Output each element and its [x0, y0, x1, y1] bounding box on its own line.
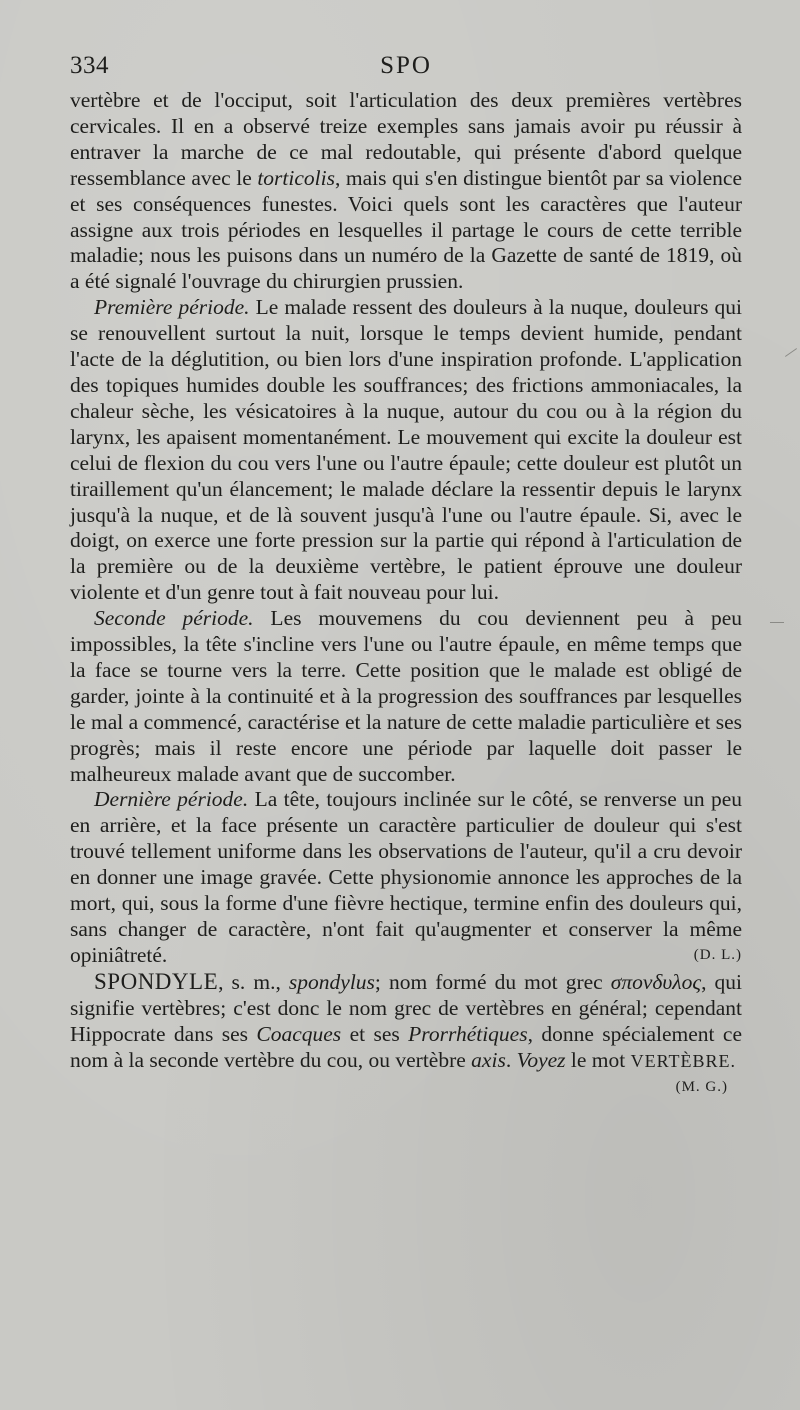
paragraph-text: , qui signifie vertèbres; c'est donc le nom grec de vertèbres en général; cependant Hippocrate dans ses	[70, 969, 742, 1046]
author-signature: (D. L.)	[693, 946, 742, 963]
italic-term: axis	[471, 1047, 506, 1072]
paragraph-continuation	[70, 88, 742, 295]
paragraph-text: La tête, toujours inclinée sur le côté, se renverse un peu en arrière, et la face présente un caractère particulier de douleur qui s'est trouvé tellement uniforme dans les observations de l'auteur, qu'il a cru devoir en donner une image gravée. Cette physionomie annonce les approches de la mort, qui, sous la forme d'une fièvre hectique, termine enfin des douleurs qui, sans changer de caractère, n'ont fait qu'augmenter et conserver la même opiniâtreté.	[70, 787, 742, 967]
section-label: Dernière période.	[94, 787, 249, 812]
work-title: Prorrhétiques	[408, 1021, 528, 1046]
cross-reference-intro: Voyez	[516, 1047, 566, 1072]
paragraph-text: .	[505, 1047, 517, 1072]
section-label: Seconde période.	[94, 606, 254, 631]
paragraph-text: , mais qui s'en distingue bientôt par sa violence et ses conséquences funestes. Voici quels sont les caractères que l'auteur assigne aux trois périodes en lesquelles il partage le cours de cette terrible maladie; nous les puisons dans un numéro de la Gazette de santé de 1819, où a été signalé l'ouvrage du chirurgien prussien.	[70, 165, 743, 294]
paragraph-text: ; nom formé du mot grec	[374, 969, 611, 994]
paragraph-first-period	[70, 295, 742, 606]
page-number: 334	[70, 52, 109, 79]
paragraph-text: et ses	[341, 1021, 409, 1046]
author-signature: (M. G.)	[675, 1079, 728, 1096]
entry-grammar: , s. m.,	[218, 969, 289, 994]
work-title: Coacques	[256, 1021, 342, 1046]
paragraph-second-period	[70, 606, 742, 787]
body-text	[70, 88, 742, 1100]
italic-term: torticolis	[257, 165, 335, 190]
page-header	[70, 52, 742, 84]
latin-term: spondylus	[288, 969, 375, 994]
paragraph-text: Le malade ressent des douleurs à la nuque, douleurs qui se renouvellent surtout la nuit, lorsque le temps devient humide, pendant l'acte de la déglutition, ou bien lors d'une inspiration profonde. L'application des topiques humides double les souffrances; des frictions ammoniacales, la chaleur sèche, les vésicatoires à la nuque, autour du cou ou à la région du larynx, les apaisent momentanément. Le mouvement qui excite la douleur est celui de flexion du cou vers l'une ou l'autre épaule; cette douleur est plutôt un tiraillement qu'un élancement; le malade déclare la ressentir depuis le larynx jusqu'à la nuque, et de là souvent jusqu'à l'une ou l'autre épaule. Si, avec le doigt, on exerce une forte pression sur la partie qui répond à l'articulation de la première ou de la deuxième vertèbre, le patient éprouve une douleur violente et d'un genre tout à fait nouveau pour lui.	[70, 295, 742, 605]
paragraph-last-period	[70, 787, 742, 968]
margin-mark	[770, 622, 784, 623]
entry-headword: SPONDYLE	[94, 968, 219, 994]
paragraph-text: , donne spécialement ce nom à la seconde vertèbre du cou, ou vertèbre	[70, 1021, 742, 1072]
running-head: SPO	[380, 52, 432, 79]
paragraph-text: vertèbre et de l'occiput, soit l'articulation des deux premières vertèbres cervicales. Il en a observé treize exemples sans jamais avoir pu réussir à entraver la marche de ce mal redoutable, qui présente d'abord quelque ressemblance avec le	[70, 88, 742, 190]
paragraph-text: le mot	[565, 1047, 631, 1072]
margin-mark	[785, 348, 797, 357]
cross-reference: VERTÈBRE.	[630, 1050, 737, 1071]
greek-term: σπονδυλος	[610, 969, 702, 994]
section-label: Première période.	[94, 295, 250, 320]
entry-spondyle	[70, 969, 742, 1075]
paragraph-text: Les mouvemens du cou deviennent peu à peu impossibles, la tête s'incline vers l'une ou l'autre épaule, en même temps que la face se tourne vers la terre. Cette position que le malade est obligé de garder, jointe à la continuité et à la progression des souffrances par lesquelles le mal a commencé, caractérise et la nature de cette maladie particulière et ses progrès; mais il reste encore une période par laquelle doit passer le malheureux malade avant que de succomber.	[70, 606, 742, 786]
